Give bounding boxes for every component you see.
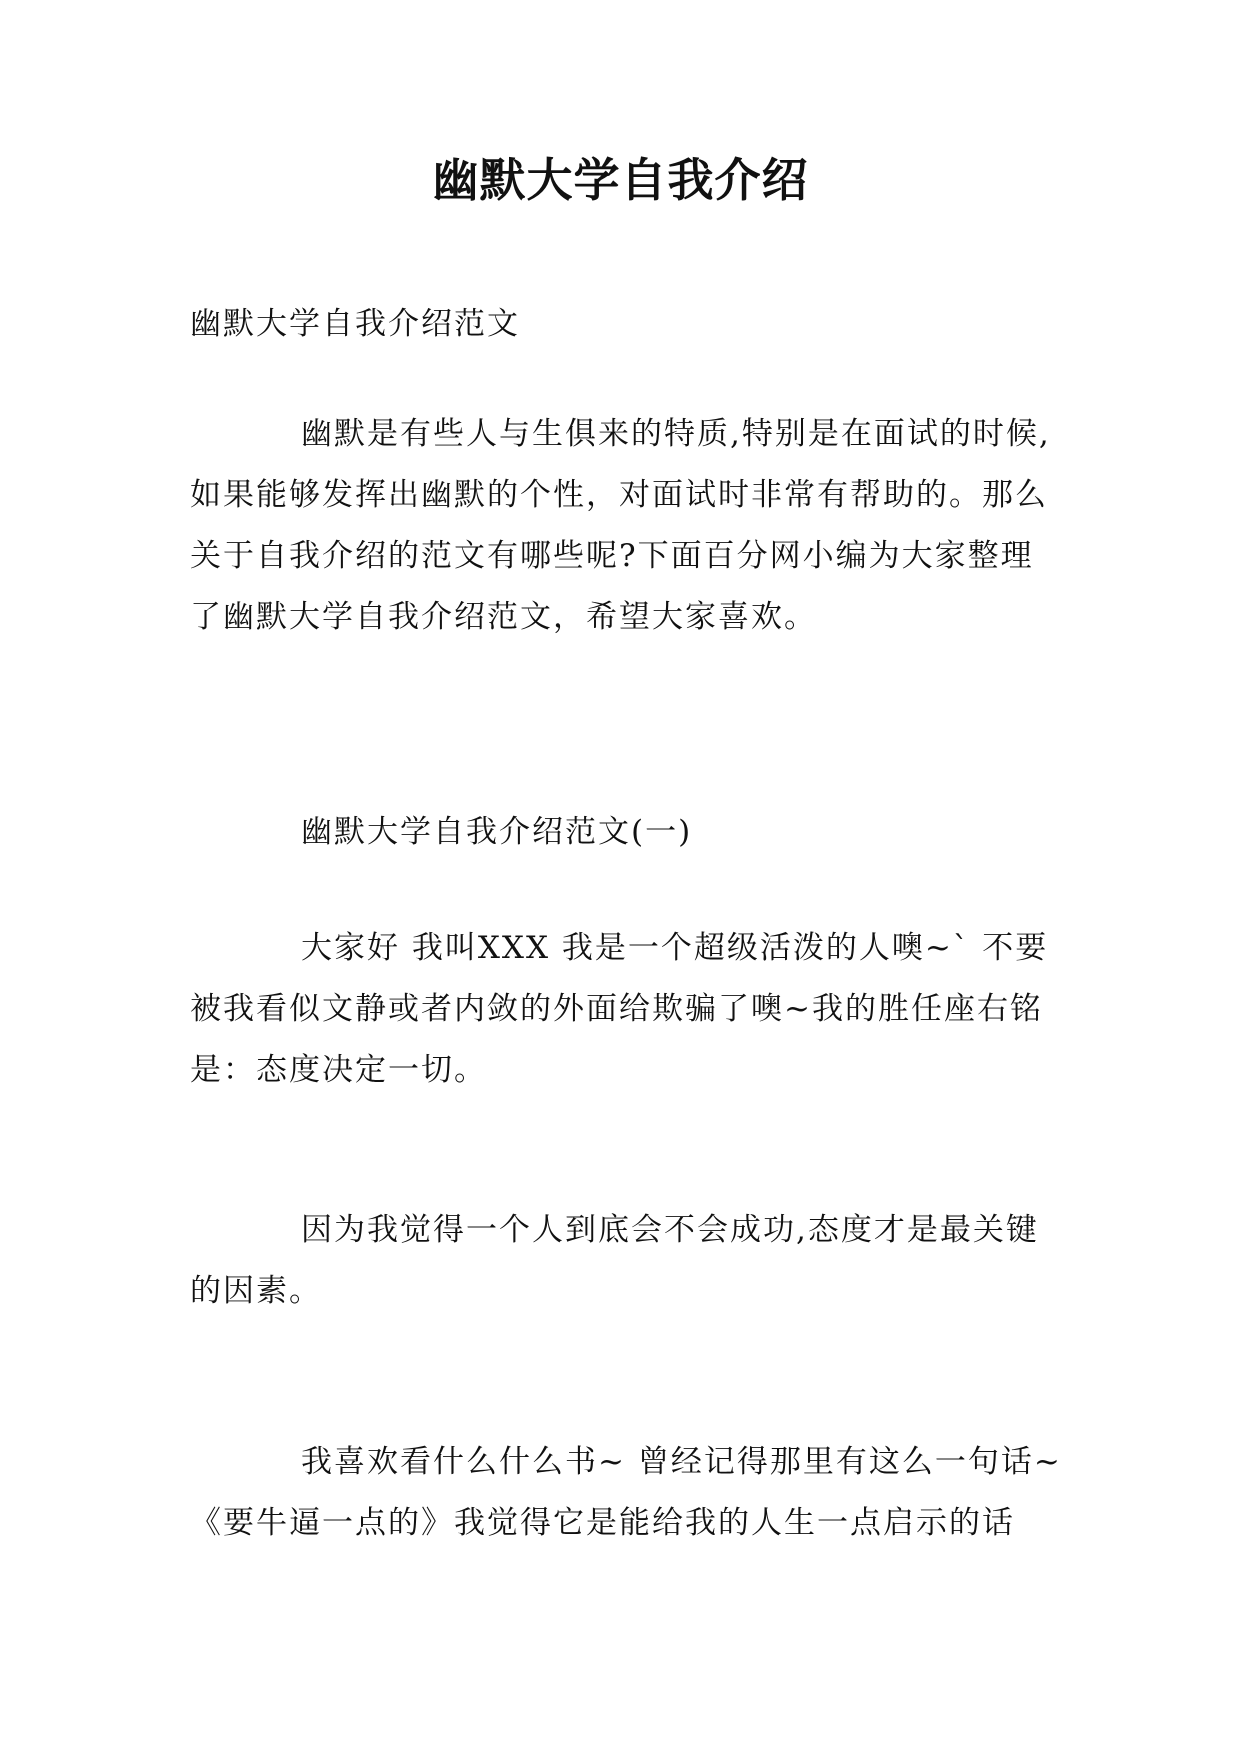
paragraph-line: 幽默是有些人与生俱来的特质,特别是在面试的时候, (301, 416, 1051, 452)
section-heading (190, 802, 1060, 863)
paragraph-line: 被我看似文静或者内敛的外面给欺骗了噢~我的胜任座右铭 (190, 991, 1043, 1027)
paragraph-line: 如果能够发挥出幽默的个性，对面试时非常有帮助的。那么 (190, 477, 1048, 513)
document-subtitle (190, 294, 1060, 355)
paragraph-line: 大家好 我叫XXX 我是一个超级活泼的人噢~` 不要 (301, 930, 1049, 966)
section-heading-text: 幽默大学自我介绍范文(一) (301, 814, 693, 850)
paragraph-attitude (190, 1200, 1060, 1322)
paragraph-line: 了幽默大学自我介绍范文，希望大家喜欢。 (190, 599, 817, 635)
paragraph-greeting (190, 918, 1060, 1101)
paragraph-line: 关于自我介绍的范文有哪些呢?下面百分网小编为大家整理 (190, 538, 1034, 574)
paragraph-line: 《要牛逼一点的》我觉得它是能给我的人生一点启示的话 (190, 1505, 1015, 1541)
paragraph-line: 是：态度决定一切。 (190, 1052, 487, 1088)
paragraph-line: 我喜欢看什么什么书~ 曾经记得那里有这么一句话~ (301, 1444, 1062, 1480)
intro-paragraph (190, 404, 1060, 648)
paragraph-line: 因为我觉得一个人到底会不会成功,态度才是最关键 (301, 1212, 1039, 1248)
paragraph-line: 的因素。 (190, 1273, 322, 1309)
document-title: 幽默大学自我介绍 (432, 153, 809, 207)
subtitle-text: 幽默大学自我介绍范文 (190, 306, 520, 342)
paragraph-books (190, 1432, 1060, 1554)
